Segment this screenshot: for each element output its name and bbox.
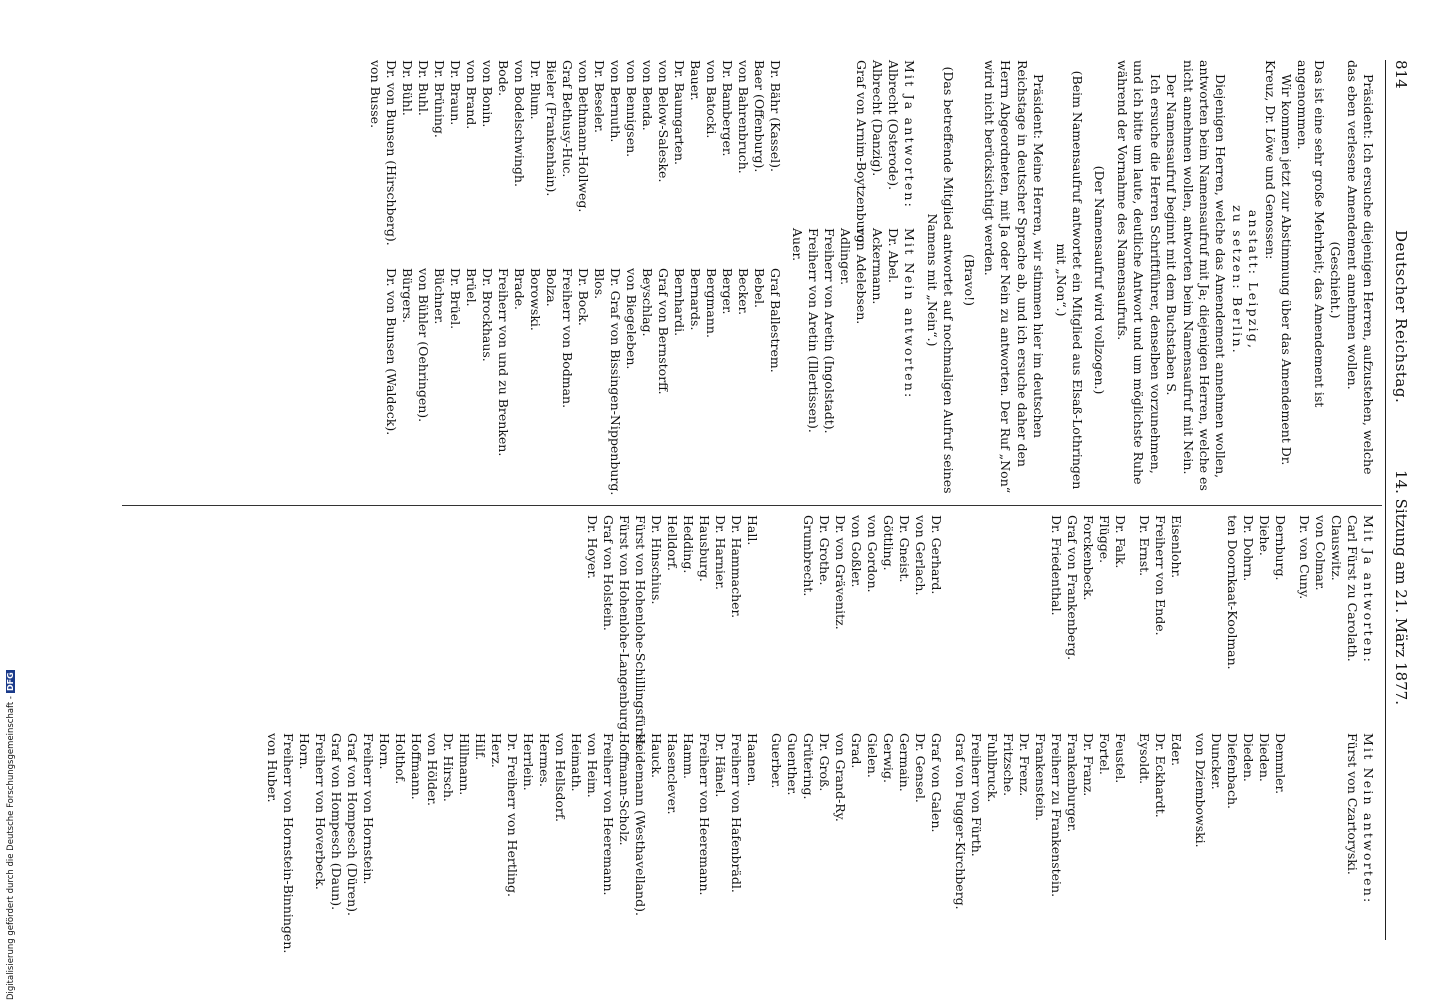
- list-item: Freiherr von Aretin (Ingolstadt).: [822, 228, 838, 434]
- list-item: Freiherr von Heeremann.: [697, 733, 712, 896]
- list-item: Dr. Friedenthal.: [1049, 515, 1064, 616]
- list-item: Brüel.: [464, 268, 480, 307]
- paragraph: Wir kommen jetzt zur Abstimmung über das Amendement Dr. Kreuz, Dr. Löwe und Genossen:: [1262, 60, 1294, 466]
- list-item: Dieden.: [1241, 733, 1256, 782]
- list-item: von Adelebsen.: [854, 228, 870, 325]
- list-item: Becker.: [736, 268, 752, 316]
- list-item: von Gerlach.: [913, 515, 928, 596]
- list-item: Graf Bethusy-Huc.: [560, 60, 576, 178]
- list-item: von Grand-Ry.: [833, 733, 848, 822]
- list-item: Guenther.: [785, 733, 800, 796]
- list-item: Dr. Abel.: [886, 228, 902, 283]
- list-item: Dr. Falk.: [1113, 515, 1128, 569]
- list-item: Dr. Gerhard.: [929, 515, 944, 595]
- list-item: Freiherr von und zu Brenken.: [496, 268, 512, 457]
- list-item: Guerber.: [769, 733, 784, 789]
- list-item: Hedding.: [681, 515, 696, 574]
- column-divider: [122, 505, 1382, 506]
- list-item: Haanen.: [745, 733, 760, 787]
- list-item: Herz.: [489, 733, 504, 768]
- vote-group-e: [1136, 515, 1184, 940]
- vote-table: [789, 60, 917, 500]
- list-item: von Heim.: [585, 733, 600, 798]
- ja-heading: Mit Ja antworten:: [902, 60, 918, 210]
- list-item: Freiherr von Fürth.: [969, 733, 984, 857]
- page-number: 814: [1392, 60, 1410, 89]
- list-item: Dr. von Bunsen (Hirschberg).: [384, 60, 400, 246]
- list-item: Dr. Buhl.: [416, 60, 432, 116]
- paragraph: Präsident: Ich ersuche diejenigen Herren, aufzustehen, welche das eben verlesene Amendement annehmen wollen.: [1344, 60, 1376, 475]
- list-item: Hilf.: [473, 733, 488, 761]
- list-item: Dr. von Grävenitz.: [833, 515, 848, 630]
- list-item: Freiherr zu Frankenstein.: [1049, 733, 1064, 898]
- dfg-logo: DFG: [6, 672, 15, 692]
- list-item: von Below-Saleske.: [656, 60, 672, 183]
- paragraph: anstatt: Leipzig,: [1246, 209, 1262, 351]
- list-item: Forckenbeck.: [1081, 515, 1096, 601]
- list-item: Dr. Franz.: [1081, 733, 1096, 797]
- list-item: Graf von Arnim-Boytzenburg.: [854, 60, 870, 247]
- list-item: Adlinger.: [838, 228, 854, 286]
- list-item: von Bethmann-Hollweg.: [576, 60, 592, 213]
- ja-heading: Mit Ja antworten:: [1361, 515, 1376, 665]
- list-item: Fürst von Czartoryski.: [1345, 733, 1360, 875]
- list-item: Holthof.: [393, 733, 408, 785]
- list-item: Heidemann (Westhavelland).: [633, 733, 648, 916]
- list-item: Freiherr von Aretin (Illertissen).: [806, 228, 822, 433]
- list-item: Bauer.: [688, 60, 704, 101]
- list-item: Dr. Ernst.: [1137, 515, 1152, 577]
- list-item: Dr. Graf von Bissingen-Nippenburg.: [608, 268, 624, 496]
- list-item: Graf von Holstein.: [601, 515, 616, 631]
- list-item: von Colmar.: [1313, 515, 1328, 591]
- paragraph: zu setzen: Berlin.: [1229, 205, 1245, 355]
- list-item: Dr. Dohrn.: [1241, 515, 1256, 582]
- list-item: Frankenstein.: [1033, 733, 1048, 822]
- list-item: Graf von Frankenberg.: [1065, 515, 1080, 661]
- list-item: Graf von Hompesch (Düren).: [345, 733, 360, 916]
- list-item: Fürst von Hohenlohe-Schillingsfürst.: [633, 515, 648, 749]
- list-item: von Bahrenbruch.: [736, 60, 752, 174]
- list-item: Hermes.: [537, 733, 552, 787]
- list-item: Hoffmann.: [409, 733, 424, 800]
- list-item: Bürgers.: [400, 268, 416, 323]
- list-item: Dr. Braun.: [448, 60, 464, 126]
- list-item: von Bodelschwingh.: [512, 60, 528, 187]
- right-column: [264, 515, 1376, 954]
- list-item: Horn.: [377, 733, 392, 770]
- list-item: Dr. Hirsch.: [441, 733, 456, 802]
- list-item: Bernhardi.: [672, 268, 688, 337]
- list-item: von Bernuth.: [608, 60, 624, 143]
- list-item: Graf von Hompesch (Daun).: [329, 733, 344, 911]
- nein-heading: Mit Nein antworten:: [1361, 733, 1376, 905]
- vote-group-g: [768, 515, 944, 940]
- footer-text: Digitalisierung gefördert durch die Deutsche Forschungsgemeinschaft -: [6, 696, 16, 1000]
- paragraph: Präsident: Meine Herren, wir stimmen hier im deutschen Reichstage in deutscher Sprache ab, und ich ersuche daher den Herrn Abgeordneten, mit Ja oder Nein zu antworten. Der Ruf „Non“ wird nicht berücksichtigt werden.: [982, 60, 1047, 494]
- list-item: Duncker.: [1209, 733, 1224, 790]
- list-item: Hausburg.: [697, 515, 712, 582]
- list-item: Bebel.: [752, 268, 768, 308]
- list-item: Dr. Bamberger.: [720, 60, 736, 157]
- list-item: Dernburg.: [1273, 515, 1288, 581]
- vote-group-h: [264, 515, 760, 954]
- list-item: Fürst von Hohenlohe-Langenburg.: [617, 515, 632, 735]
- list-item: von Bühler (Oehringen).: [416, 268, 432, 423]
- digitization-footer: [6, 580, 16, 1000]
- list-item: Dr. Blum.: [528, 60, 544, 120]
- list-item: Fritzsche.: [1001, 733, 1016, 797]
- paragraph: (Geschieht.): [1328, 241, 1344, 319]
- list-item: Fortel.: [1097, 733, 1112, 775]
- paragraph: Diejenigen Herren, welche das Amendement annehmen wollen, antworten beim Namensaufruf mit Ja; diejenigen Herren, welche es nicht annehmen wollen, antworten beim Namensaufruf mit Nein.: [1180, 60, 1229, 491]
- list-item: Dr. Groß.: [817, 733, 832, 792]
- list-item: Dr. Grothe.: [817, 515, 832, 586]
- list-item: Carl Fürst zu Carolath.: [1345, 515, 1360, 662]
- paragraph: Das ist eine sehr große Mehrheit; das Amendement ist angenommen.: [1295, 60, 1327, 408]
- list-item: Blos.: [592, 268, 608, 300]
- list-item: Eder.: [1169, 733, 1184, 767]
- list-item: Flügge.: [1097, 515, 1112, 564]
- list-item: Dr. Brüning.: [432, 60, 448, 138]
- paragraph: (Bravo!): [961, 254, 977, 306]
- list-item: Heimath.: [569, 733, 584, 792]
- list-item: von Brand.: [464, 60, 480, 130]
- list-item: von Hölder.: [425, 733, 440, 807]
- list-item: von Biegeleben.: [624, 268, 640, 370]
- list-item: Hasenclever.: [665, 733, 680, 815]
- list-item: Dr. Harnier.: [713, 515, 728, 590]
- list-item: Hamm.: [681, 733, 696, 780]
- paragraph: Der Namensaufruf beginnt mit dem Buchstaben S.: [1164, 74, 1180, 396]
- list-item: Albrecht (Danzig).: [870, 60, 886, 177]
- list-item: Dr. Bähr (Kassel).: [768, 60, 784, 172]
- header-rule: [1385, 60, 1386, 940]
- list-item: Dieden.: [1257, 733, 1272, 782]
- vote-group-d: [1192, 515, 1288, 940]
- list-item: Fuhlbruck.: [985, 733, 1000, 803]
- list-item: Helldorf.: [665, 515, 680, 571]
- list-item: Baer (Offenburg).: [752, 60, 768, 173]
- paragraph: Ich ersuche die Herren Schriftführer, denselben vorzunehmen, und ich bitte um laute, deutliche Antwort und um möglichste Ruhe während der Vornahme des Namensaufrufs.: [1114, 60, 1163, 485]
- list-item: Grütering.: [801, 733, 816, 800]
- list-item: Dr. Hammacher.: [729, 515, 744, 619]
- list-item: von Dziembowski.: [1193, 733, 1208, 848]
- list-item: Freiherr von Hafenbrädl.: [729, 733, 744, 893]
- nein-heading: Mit Nein antworten:: [902, 228, 918, 400]
- list-item: Albrecht (Osterode).: [886, 60, 902, 191]
- list-item: Eisenlohr.: [1169, 515, 1184, 579]
- list-item: Dr. Frenz.: [1017, 733, 1032, 797]
- list-item: Bergmann.: [704, 268, 720, 338]
- list-item: ten Doornkaat-Koolman.: [1225, 515, 1240, 670]
- paragraph: (Das betreffende Mitglied antwortet auf nochmaligen Aufruf seines Namens mit „Nein“.): [924, 66, 957, 494]
- paragraph: (Der Namensaufruf wird vollzogen.): [1092, 165, 1108, 395]
- list-item: Gielen.: [865, 733, 880, 778]
- list-item: von Batocki.: [704, 60, 720, 139]
- list-item: Dr. von Cuny.: [1297, 515, 1312, 600]
- list-item: von Benda.: [640, 60, 656, 131]
- list-item: Graf Ballestrem.: [768, 268, 784, 373]
- list-item: Dr. Baumgarten.: [672, 60, 688, 165]
- list-item: Freiherr von Hoverbeck.: [313, 733, 328, 890]
- paragraph: (Beim Namensaufruf antwortet ein Mitglied aus Elsaß-Lothringen mit „Non“.): [1053, 70, 1086, 490]
- list-item: von Busse.: [368, 60, 384, 129]
- list-item: Eysoldt.: [1137, 733, 1152, 785]
- list-item: Germain.: [897, 733, 912, 792]
- list-item: Clauswitz.: [1329, 515, 1344, 581]
- list-item: Hoffmann-Scholz.: [617, 733, 632, 846]
- list-item: Freiherr von Hornstein.: [361, 733, 376, 885]
- header-session: 14. Sitzung am 21. März 1877.: [1392, 470, 1410, 705]
- left-column: [367, 60, 1376, 500]
- list-item: Bernards.: [688, 268, 704, 331]
- list-item: Dr. Gensel.: [913, 733, 928, 803]
- list-item: Graf von Fugger-Kirchberg.: [953, 733, 968, 910]
- list-item: Bode.: [496, 60, 512, 97]
- list-item: Herrlein.: [521, 733, 536, 791]
- list-item: Diehe.: [1257, 515, 1272, 556]
- list-item: Dr. Eckhardt.: [1153, 733, 1168, 818]
- list-item: Dr. Gneist.: [897, 515, 912, 583]
- list-item: Frankenburger.: [1065, 733, 1080, 833]
- vote-group-c: [1296, 515, 1376, 940]
- list-item: von Goßler.: [849, 515, 864, 588]
- list-item: Brade.: [512, 268, 528, 310]
- list-item: Dr. Hänel.: [713, 733, 728, 798]
- list-item: von Bennigsen.: [624, 60, 640, 158]
- list-item: Freiherr von Heeremann.: [601, 733, 616, 896]
- list-item: Freiherr von Hornstein-Binningen.: [281, 733, 296, 954]
- list-item: Dr. Bock.: [576, 268, 592, 326]
- list-item: Göttling.: [881, 515, 896, 571]
- list-item: Demmler.: [1273, 733, 1288, 795]
- page-header: [1388, 60, 1410, 940]
- list-item: von Huber.: [265, 733, 280, 803]
- list-item: Feustel.: [1113, 733, 1128, 784]
- vote-table-b: [367, 60, 783, 500]
- header-title: Deutscher Reichstag.: [1392, 230, 1410, 404]
- list-item: Graf von Bernstorff.: [656, 268, 672, 395]
- list-item: Berger.: [720, 268, 736, 315]
- list-item: von Hellsdorf.: [553, 733, 568, 822]
- list-item: Freiherr von Ende.: [1153, 515, 1168, 636]
- list-item: Hall.: [745, 515, 760, 546]
- list-item: Dr. von Bunsen (Waldeck).: [384, 268, 400, 436]
- list-item: Büchner.: [432, 268, 448, 325]
- list-item: Dr. Brockhaus.: [480, 268, 496, 362]
- list-item: Hauck.: [649, 733, 664, 778]
- list-item: Dr. Hoyer.: [585, 515, 600, 580]
- list-item: Borowski.: [528, 268, 544, 331]
- list-item: Bieler (Frankenhain).: [544, 60, 560, 197]
- list-item: Grumbrecht.: [801, 515, 816, 597]
- list-item: Auer.: [790, 228, 806, 262]
- list-item: Dr. Bühl.: [400, 60, 416, 116]
- list-item: Beyschlag.: [640, 268, 656, 337]
- list-item: Ackermann.: [870, 228, 886, 305]
- list-item: Dr. Brüel.: [448, 268, 464, 330]
- list-item: Diefenbach.: [1225, 733, 1240, 809]
- list-item: Grad.: [849, 733, 864, 769]
- list-item: Hillmann.: [457, 733, 472, 796]
- list-item: Freiherr von Bodman.: [560, 268, 576, 409]
- list-item: Horn.: [297, 733, 312, 770]
- list-item: Graf von Galen.: [929, 733, 944, 833]
- list-item: von Gordon.: [865, 515, 880, 593]
- list-item: Dr. Freiherr von Hertling.: [505, 733, 520, 897]
- list-item: Dr. Beseler.: [592, 60, 608, 133]
- list-item: Gerwig.: [881, 733, 896, 784]
- list-item: von Bonin.: [480, 60, 496, 128]
- list-item: Bolza.: [544, 268, 560, 307]
- list-item: Dr. Hinschius.: [649, 515, 664, 605]
- vote-group-f: [952, 515, 1128, 940]
